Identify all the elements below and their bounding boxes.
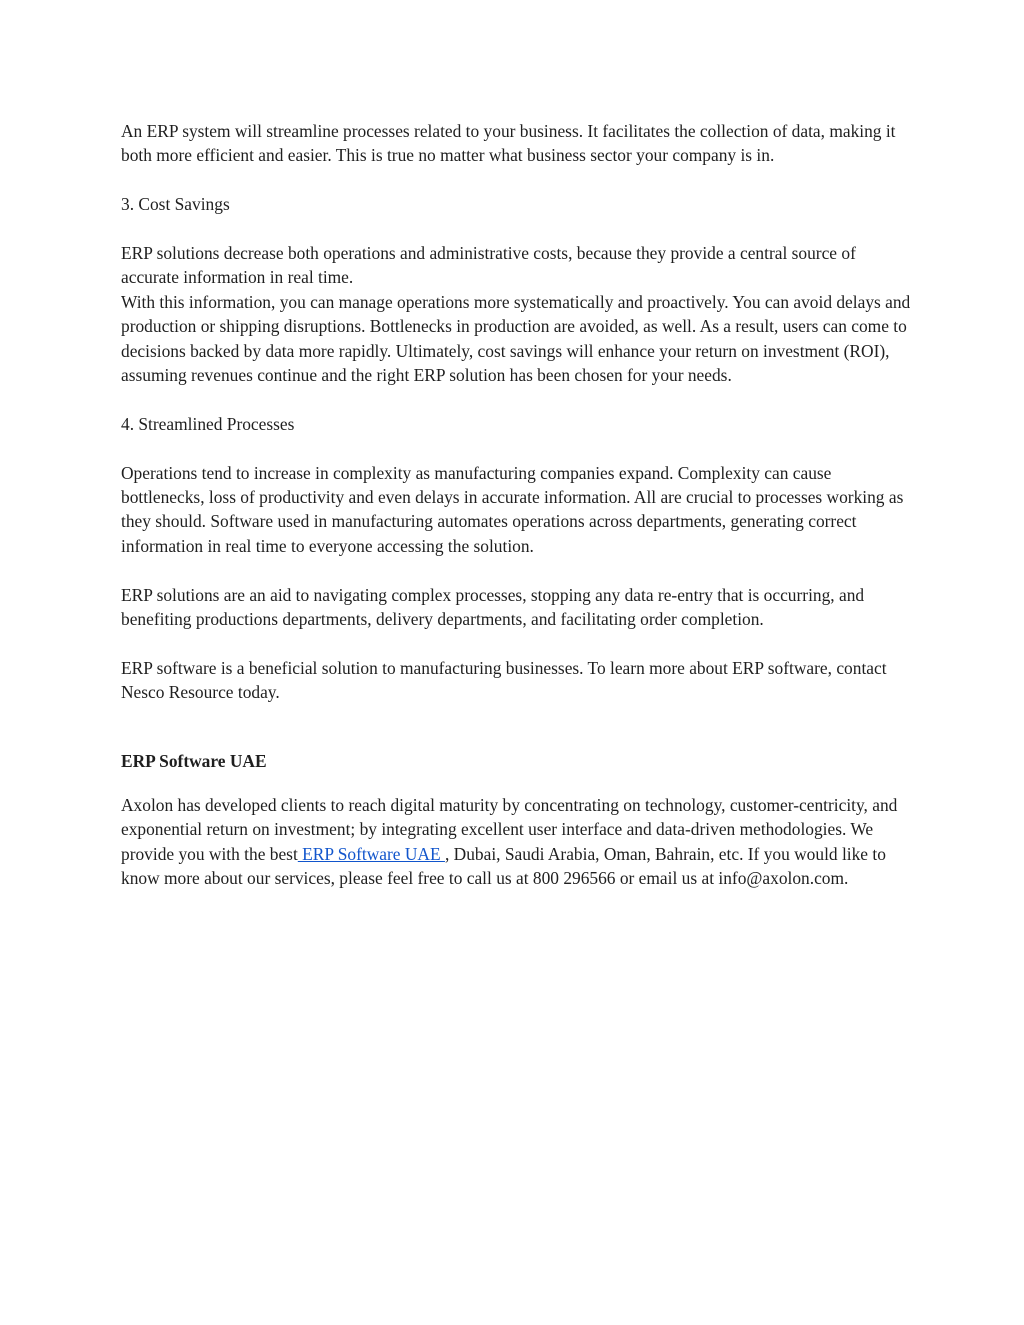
section-heading-streamlined-processes: 4. Streamlined Processes: [121, 413, 295, 434]
streamlined-paragraph-1: Operations tend to increase in complexity as manufacturing companies expand. Complexity can cause bottlenecks, loss of productivity and even delays in accurate information. All are crucial to processes working as they should. Software used in manufacturing automates operations across departments, generating correct information in real time to everyone accessing the solution.: [121, 462, 904, 556]
cost-savings-paragraph-1: ERP solutions decrease both operations and administrative costs, because they provide a central source of accurate information in real time.: [121, 243, 856, 288]
erp-software-uae-heading: ERP Software UAE: [121, 750, 267, 771]
cost-savings-paragraph-2: With this information, you can manage operations more systematically and proactively. You can avoid delays and production or shipping disruptions. Bottlenecks in production are avoided, as well. As a result, users can come to decisions backed by data more rapidly. Ultimately, cost savings will enhance your return on investment (ROI), assuming revenues continue and the right ERP solution has been chosen for your needs.: [121, 291, 911, 386]
uae-text-after-link: , Dubai, Saudi Arabia, Oman, Bahrain, etc. If you would like to know more about our services, please feel free to call us at 800 296566 or email us at info@axolon.com.: [121, 843, 886, 889]
streamlined-paragraph-2: ERP solutions are an aid to navigating complex processes, stopping any data re-entry that is occurring, and benefiting productions departments, delivery departments, and facilitating order completion.: [121, 584, 865, 630]
document-body: [121, 119, 911, 915]
erp-software-uae-link[interactable]: ERP Software UAE: [297, 843, 445, 864]
erp-software-uae-paragraph: [121, 793, 911, 891]
streamlined-paragraph-3: ERP software is a beneficial solution to manufacturing businesses. To learn more about ERP software, contact Nesco Resource today.: [121, 657, 887, 703]
uae-text-before-link: Axolon has developed clients to reach digital maturity by concentrating on technology, customer-centricity, and exponential return on investment; by integrating excellent user interface and data-driven methodologies. We provide you with the best: [121, 795, 898, 864]
intro-paragraph: An ERP system will streamline processes related to your business. It facilitates the collection of data, making it both more efficient and easier. This is true no matter what business sector your company is in.: [121, 121, 896, 166]
section-heading-cost-savings: 3. Cost Savings: [121, 194, 230, 215]
